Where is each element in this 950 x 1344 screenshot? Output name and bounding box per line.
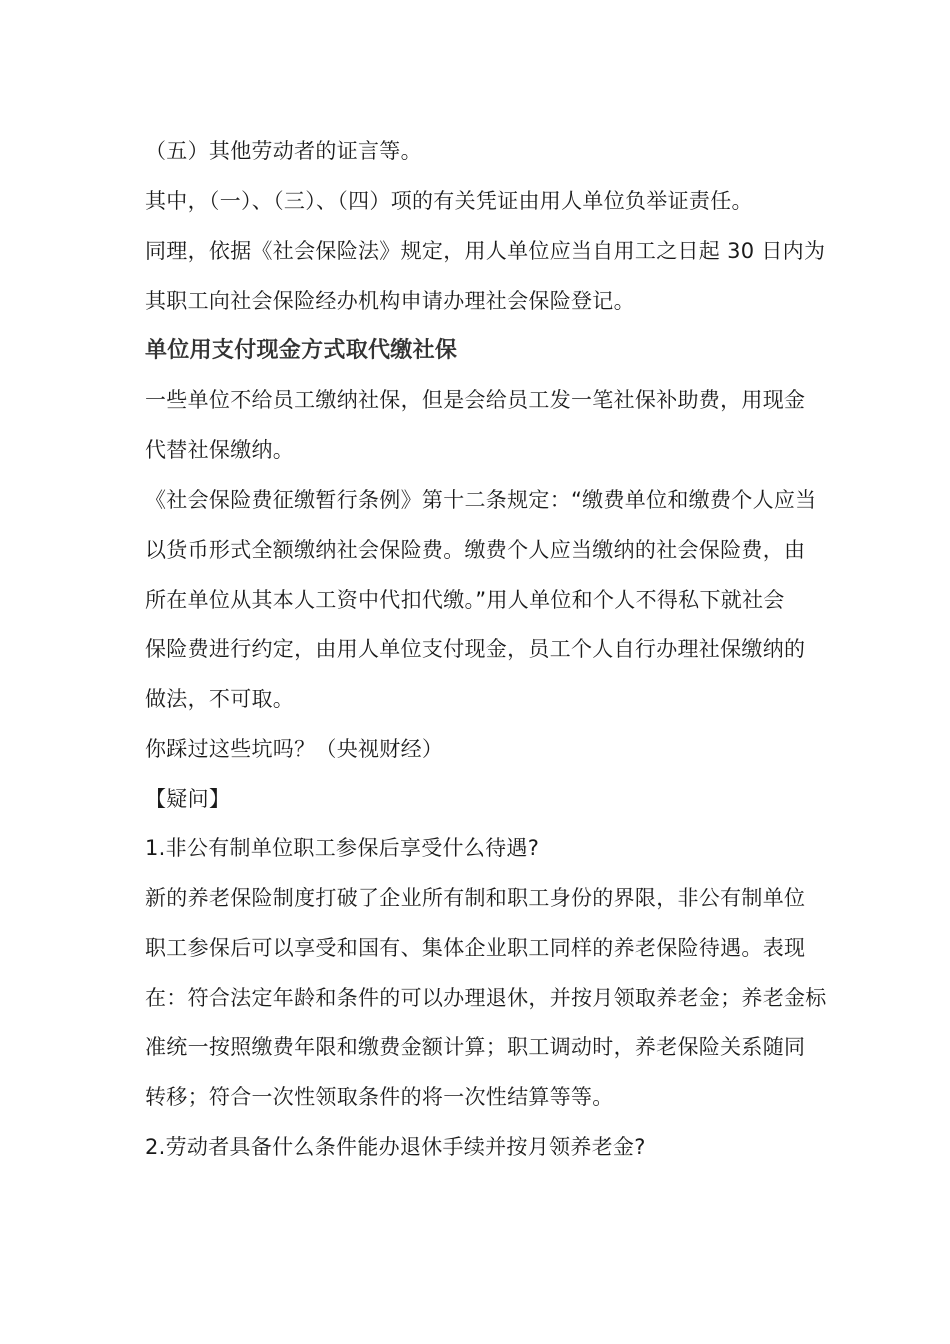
- question-line: 1.非公有制单位职工参保后享受什么待遇?: [145, 836, 540, 860]
- text-line: 转移；符合一次性领取条件的将一次性结算等等。: [145, 1085, 614, 1109]
- section-heading: 单位用支付现金方式取代缴社保: [145, 338, 458, 363]
- text-line: （五）其他劳动者的证言等。: [145, 139, 422, 163]
- text-line: 所在单位从其本人工资中代扣代缴。”用人单位和个人不得私下就社会: [145, 588, 785, 612]
- text-line: 一些单位不给员工缴纳社保，但是会给员工发一笔社保补助费，用现金: [145, 388, 806, 412]
- text-line: 做法，不可取。: [145, 687, 295, 711]
- text-line: 新的养老保险制度打破了企业所有制和职工身份的界限，非公有制单位: [145, 886, 806, 910]
- question-line: 2.劳动者具备什么条件能办退休手续并按月领养老金?: [145, 1135, 646, 1159]
- text-line: 在：符合法定年龄和条件的可以办理退休，并按月领取养老金；养老金标: [145, 986, 827, 1010]
- text-line: 准统一按照缴费年限和缴费金额计算；职工调动时，养老保险关系随同: [145, 1035, 806, 1059]
- text-line: 职工参保后可以享受和国有、集体企业职工同样的养老保险待遇。表现: [145, 936, 806, 960]
- text-line: 同理，依据《社会保险法》规定，用人单位应当自用工之日起 30 日内为: [145, 239, 826, 263]
- text-line: 以货币形式全额缴纳社会保险费。缴费个人应当缴纳的社会保险费，由: [145, 538, 806, 562]
- text-line: 保险费进行约定，由用人单位支付现金，员工个人自行办理社保缴纳的: [145, 637, 806, 661]
- text-line: 其职工向社会保险经办机构申请办理社会保险登记。: [145, 289, 635, 313]
- text-line: 其中，（一）、（三）、（四）项的有关凭证由用人单位负举证责任。: [145, 189, 753, 213]
- text-line: 你踩过这些坑吗？（央视财经）: [145, 737, 444, 761]
- text-line: 代替社保缴纳。: [145, 438, 295, 462]
- text-line: 《社会保险费征缴暂行条例》第十二条规定：“缴费单位和缴费个人应当: [145, 488, 817, 512]
- text-line: 【疑问】: [145, 787, 231, 811]
